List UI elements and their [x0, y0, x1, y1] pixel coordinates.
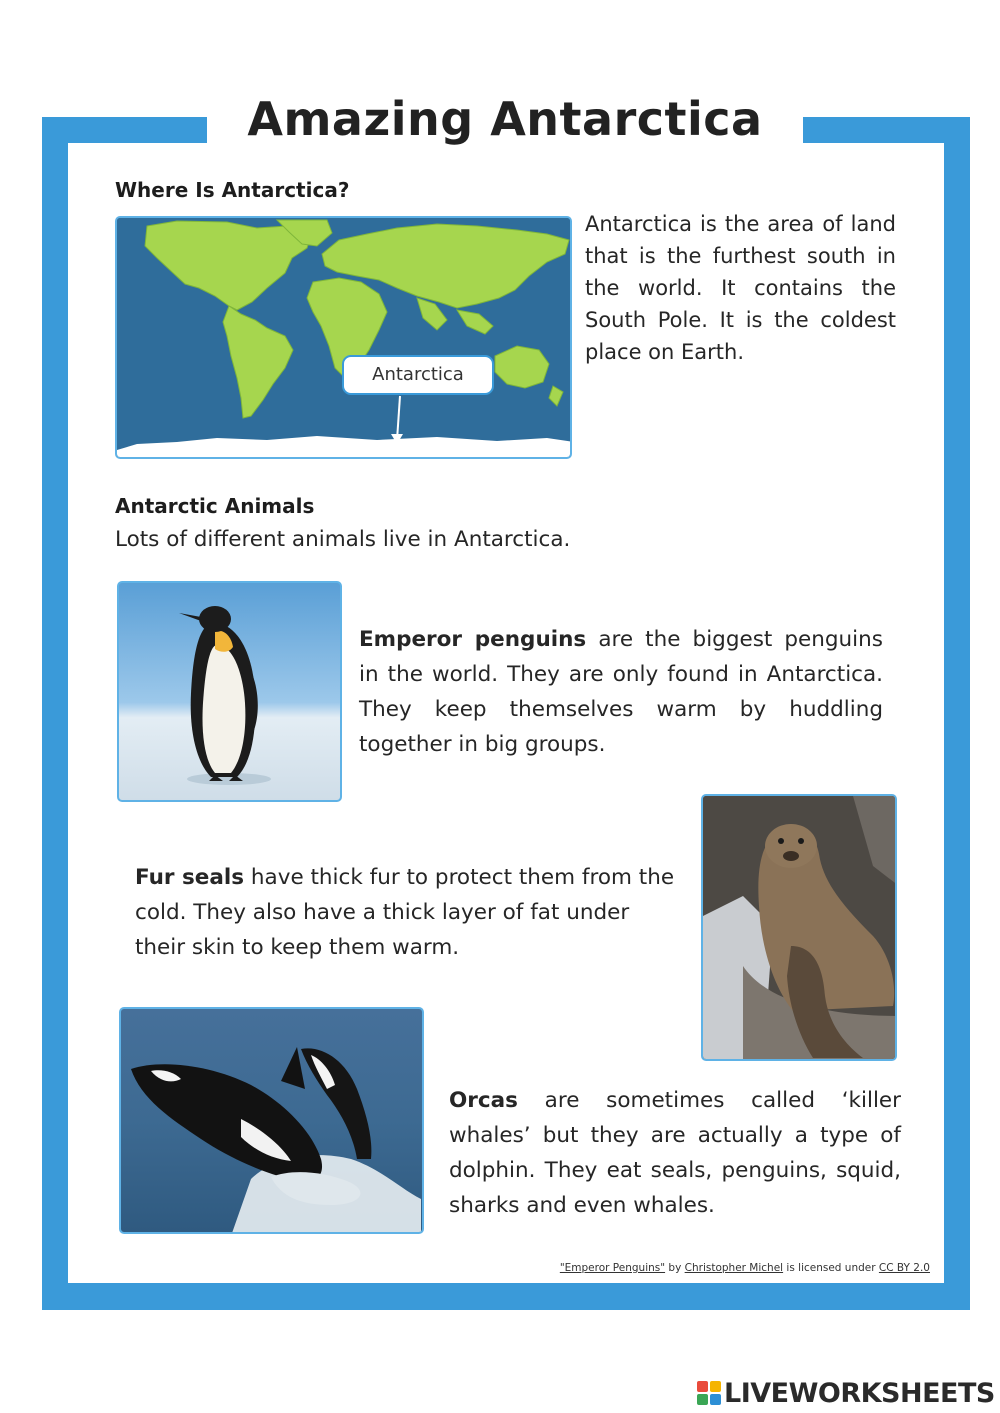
orcas-graphic	[121, 1009, 424, 1234]
orca-description: are sometimes called ‘killer whales’ but they are actually a type of dolphin. They eat seals, penguins, squid, sharks and even whales.	[449, 1088, 901, 1218]
animals-heading: Antarctic Animals	[115, 494, 315, 518]
credit-author-link[interactable]: Christopher Michel	[684, 1262, 784, 1274]
liveworksheets-logo-icon	[697, 1381, 721, 1405]
emperor-penguin-graphic	[119, 583, 342, 802]
liveworksheets-brand[interactable]	[697, 1376, 995, 1410]
image-credit	[560, 1262, 930, 1274]
penguin-term: Emperor penguins	[359, 627, 587, 652]
brand-name: LIVEWORKSHEETS	[724, 1377, 995, 1409]
fur-seal-photo	[701, 794, 897, 1061]
world-map-graphic	[117, 218, 572, 459]
fur-seal-graphic	[703, 796, 897, 1061]
emperor-penguin-photo	[117, 581, 342, 802]
world-map	[115, 216, 572, 459]
orca-term: Orcas	[449, 1088, 518, 1113]
seal-description: have thick fur to protect them from the cold. They also have a thick layer of fat under their skin to keep them warm.	[135, 865, 675, 960]
page-title: Amazing Antarctica	[247, 92, 763, 146]
animals-intro: Lots of different animals live in Antarctica.	[115, 527, 571, 552]
where-heading: Where Is Antarctica?	[115, 178, 350, 202]
seal-term: Fur seals	[135, 865, 245, 890]
orcas-photo	[119, 1007, 424, 1234]
credit-licensed: is licensed under	[783, 1262, 879, 1274]
credit-by: by	[665, 1262, 685, 1274]
map-label-antarctica: Antarctica	[342, 355, 494, 395]
where-text: Antarctica is the area of land that is the furthest south in the world. It contains the South Pole. It is the coldest place on Earth.	[585, 212, 896, 364]
penguin-text	[359, 622, 883, 762]
seal-text	[135, 860, 675, 965]
credit-work-link[interactable]: "Emperor Penguins"	[559, 1262, 666, 1274]
orca-text	[449, 1083, 901, 1223]
credit-license-link[interactable]: CC BY 2.0	[878, 1262, 930, 1274]
penguin-description: are the biggest penguins in the world. They are only found in Antarctica. They keep themselves warm by huddling together in big groups.	[359, 627, 883, 757]
